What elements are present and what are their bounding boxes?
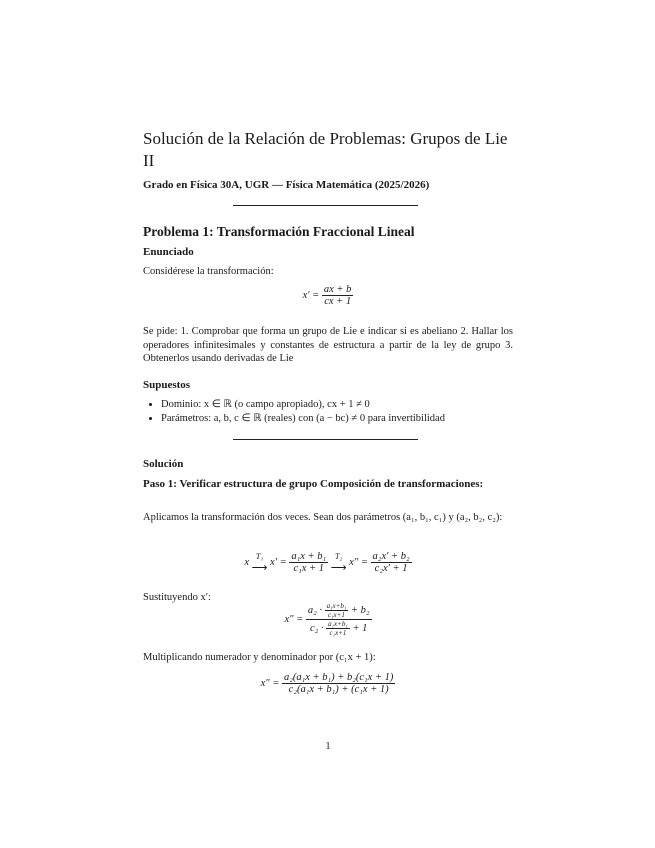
var-x-double-prime: x″ = [349,556,368,568]
right-arrow-icon: ⟶ [330,561,347,574]
supuestos-heading: Supuestos [143,379,191,391]
solucion-heading: Solución [143,458,184,470]
sub-den-inner-denominator: c₁x+1 [329,629,347,637]
document-subtitle: Grado en Física 30A, UGR — Física Matemática (2025/2026) [143,179,430,191]
arrow-t2 [331,552,347,574]
supuestos-list-wrap [143,398,513,425]
fraction-t2 [371,551,412,574]
document-title: Solución de la Relación de Problemas: Grupos de Lie II [143,129,508,170]
formula-fraction [322,284,354,307]
title-rule [233,205,418,206]
paso1-text: Aplicamos la transformación dos veces. Sean dos parámetros (a₁, b₁, c₁) y (a₂, b₂, c₂): [143,512,503,523]
sub-num-a: a₂ · [307,604,322,616]
final-formula [143,672,513,695]
denominator-t2: c₂x′ + 1 [374,563,408,574]
sub-num-inner-denominator: c₁x+1 [328,611,345,619]
substitution-formula [143,602,513,637]
var-x-prime: x′ = [270,556,287,568]
enunciado-heading: Enunciado [143,246,194,258]
formula-lhs: x′ = [302,289,320,301]
arrow-label-t1: T₁ [255,551,264,561]
final-fraction [282,672,395,695]
sub-den-inner-numerator: a₁x+b₁ [328,620,348,628]
var-x: x [244,556,250,568]
sustituyendo-text: Sustituyendo x′: [143,592,211,603]
section-rule [233,439,418,440]
arrow-label-t2: T₂ [335,551,343,561]
numerator-t2: a₂x′ + b₂ [372,551,410,562]
tasks-text: Se pide: 1. Comprobar que forma un grupo de Lie e indicar si es abeliano 2. Hallar los operadores infinitesimales y constantes de estructura a partir de la ley de grupo 3. Obtenerlos usando derivadas de Lie [143,326,513,364]
arrow-t1 [252,552,268,574]
multiplicando-text: Multiplicando numerador y denominador por (c₁x + 1): [143,652,376,663]
formula-numerator: ax + b [323,284,352,295]
sub-numerator [306,602,372,620]
sub-num-inner [325,602,349,619]
fraction-t1 [289,551,328,574]
numerator-t1: a₁x + b₁ [291,551,327,562]
sub-den-inner [326,620,350,637]
intro-text: Considérese la transformación: [143,266,274,277]
list-item: • Dominio: x ∈ ℝ (o campo apropiado), cx + 1 ≠ 0 [161,398,513,412]
formula-denominator: cx + 1 [324,296,352,307]
final-lhs: x″ = [260,677,280,689]
sub-den-b: + 1 [352,622,368,634]
sub-num-inner-numerator: a₁x+b₁ [326,602,347,610]
sub-lhs: x″ = [284,613,304,625]
transformation-formula [143,284,513,307]
final-denominator: c₂(a₁x + b₁) + (c₁x + 1) [288,684,389,695]
list-item: • Parámetros: a, b, c ∈ ℝ (reales) con (a − bc) ≠ 0 para invertibilidad [161,412,513,426]
paso1-heading: Paso 1: Verificar estructura de grupo Composición de transformaciones: [143,478,484,490]
sub-den-a: c₂ · [309,622,324,634]
right-arrow-icon: ⟶ [251,561,268,574]
supuestos-list [143,398,513,425]
denominator-t1: c₁x + 1 [293,563,325,574]
final-numerator: a₂(a₁x + b₁) + b₂(c₁x + 1) [283,672,394,683]
sub-num-b: + b₂ [350,604,370,616]
composition-formula [143,551,513,574]
sub-fraction [306,602,372,637]
page-number: 1 [325,741,331,752]
problem-heading: Problema 1: Transformación Fraccional Lineal [143,224,415,239]
sub-denominator [306,620,372,637]
